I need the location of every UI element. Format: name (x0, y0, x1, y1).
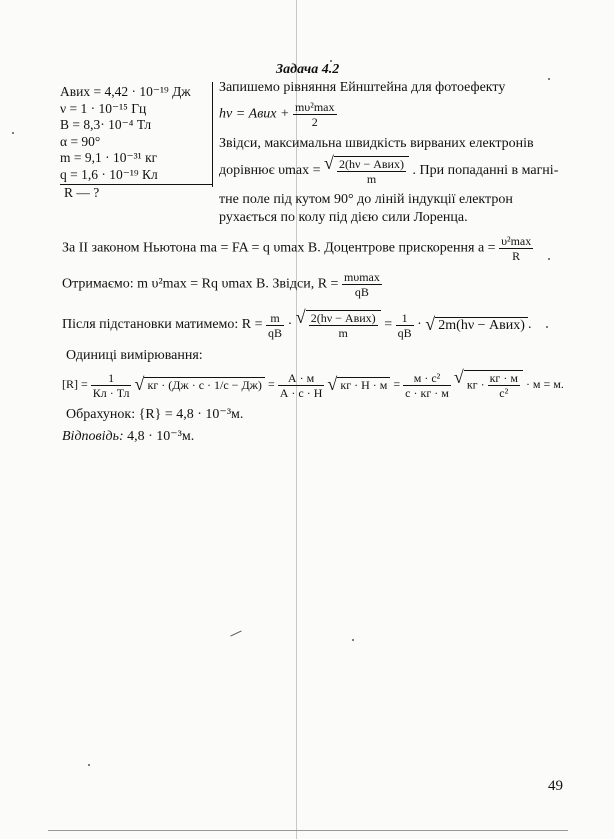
units-radical-1 (144, 377, 264, 393)
given-row: B = 8,3· 10⁻⁴ Тл (60, 117, 152, 132)
obtain-line (62, 270, 382, 299)
newton-line (62, 234, 533, 263)
subst-f2-denominator: qB (397, 325, 412, 340)
subst-f1-numerator: m (266, 311, 284, 326)
scan-mark (230, 631, 241, 637)
scan-speck (330, 60, 332, 62)
units-rad2-content: кг · Н · м (340, 378, 388, 392)
subst-f2-numerator: 1 (396, 311, 414, 326)
velocity-suffix: . При попаданні в магні- (412, 163, 559, 179)
scan-speck (548, 78, 550, 80)
given-block (60, 84, 212, 202)
newton-fraction (499, 234, 533, 263)
units-rad1-content: кг · (Дж · с · 1/с − Дж) (147, 378, 262, 392)
subst-rad-denominator: m (338, 326, 348, 340)
units-fraction-3 (403, 371, 451, 400)
units-fraction-2 (278, 371, 325, 400)
subst-rad2-content: 2m(hν − Aвих) (438, 317, 525, 333)
velocity-radical (334, 156, 409, 186)
obtain-numerator: mυmax (343, 270, 380, 284)
find-row: R — ? (60, 184, 212, 202)
units-fraction-1 (91, 371, 132, 400)
scan-speck (88, 764, 90, 766)
subst-fraction-1 (266, 311, 284, 340)
einstein-intro: Запишемо рівняння Ейнштейна для фотоефекту (219, 80, 506, 95)
scan-speck (352, 639, 354, 641)
given-row: q = 1,6 · 10⁻¹⁹ Кл (60, 166, 158, 182)
newton-denominator: R (512, 249, 521, 263)
obtain-denominator: qB (354, 285, 369, 299)
subst-fraction-2 (396, 311, 414, 340)
units-f3-denominator: с · кг · м (405, 385, 449, 400)
given-row: ν = 1 · 10⁻¹⁵ Гц (60, 100, 147, 116)
velocity-intro: Звідси, максимальна швидкість вирваних електронів (219, 136, 534, 151)
units-radical-2 (337, 377, 390, 393)
units-f1-denominator: Кл · Тл (92, 385, 130, 400)
subst-radical-fraction (309, 311, 378, 340)
given-row: m = 9,1 · 10⁻³¹ кг (60, 150, 158, 165)
given-row: Aвих = 4,42 · 10⁻¹⁹ Дж (60, 84, 191, 99)
newton-text: За II законом Ньютона ma = FA = q υmax B. Доцентрове прискорення a = (62, 240, 496, 256)
newton-numerator: υ²max (501, 234, 532, 248)
velocity-denominator: m (366, 172, 377, 186)
answer-label: Відповідь: (62, 429, 124, 444)
page-bottom-edge (48, 830, 568, 831)
subst-radical-2 (435, 317, 528, 334)
obtain-fraction (342, 270, 382, 299)
eq-numerator: mυ²max (294, 100, 335, 114)
units-radical-fraction (488, 371, 520, 400)
obtain-text: Отримаємо: m υ²max = Rq υmax B. Звідси, R = (62, 276, 339, 292)
eq-left: hν = Aвих + (219, 106, 290, 122)
units-f2-numerator: А · м (278, 371, 325, 386)
page-number: 49 (548, 778, 563, 794)
scan-speck (548, 258, 550, 260)
subst-f1-denominator: qB (268, 325, 283, 340)
velocity-numerator: √ 2(hν − Aвих) (339, 157, 404, 171)
units-lhs: [R] = (62, 376, 88, 391)
calculation-line: Обрахунок: {R} = 4,8 · 10⁻³м. (66, 407, 244, 422)
units-f1-numerator: 1 (91, 371, 132, 386)
answer-line (62, 428, 194, 445)
units-rad3-denominator: с² (499, 386, 509, 400)
subst-radical-1 (306, 310, 381, 340)
units-radical-3: √ кг · $\frac{кг \cdot м}{\text{с²}}$ (464, 370, 523, 400)
eq-denominator: 2 (311, 115, 318, 129)
eq-fraction (293, 100, 337, 129)
units-f3-numerator: м · с² (403, 371, 451, 386)
velocity-equation (219, 156, 558, 186)
units-line: [R] = $\frac{1}{Кл \cdot Тл}$ √ кг · (Дж · с · 1/с − Дж) = $\frac{А \cdot м}{А \cdot с \cdot Н}$ √ кг · Н · м = $\frac{\text{м · с²}}{с \cdot кг \cdot м}$ √ кг · $\frac{кг \cdot м}{\text{с²}}$ · м = м. (62, 370, 564, 400)
given-divider-vertical (212, 82, 213, 187)
units-f2-denominator: А · с · Н (279, 385, 323, 400)
units-heading: Одиниці вимірювання: (66, 348, 203, 363)
velocity-prefix: дорівнює υmax = (219, 163, 321, 179)
velocity-fraction (337, 157, 406, 186)
einstein-equation (219, 100, 337, 129)
substitution-line: Після підстановки матимемо: R = $\frac{m}{qB}$ · √ $\frac{\text{2(hν − Aвих)}}{m}$ = $\frac{1}{qB}$ · √ 2m(hν − Aвих) . (62, 310, 531, 340)
given-row: α = 90° (60, 133, 101, 149)
subst-rad-numerator: √ 2(hν − Aвих) (310, 311, 376, 325)
scan-speck (546, 326, 548, 328)
subst-text: Після підстановки матимемо: R = (62, 317, 263, 333)
scan-speck (12, 132, 14, 134)
units-tail: · м = м. (525, 376, 564, 391)
units-rad3-numerator: кг · м (489, 371, 518, 385)
answer-value: 4,8 · 10⁻³м. (127, 429, 195, 444)
lorentz-text: рухається по колу під дією сили Лоренца. (219, 210, 468, 225)
magnetic-text: тне поле під кутом 90° до ліній індукції електрон (219, 192, 513, 207)
problem-title: Задача 4.2 (276, 62, 340, 77)
